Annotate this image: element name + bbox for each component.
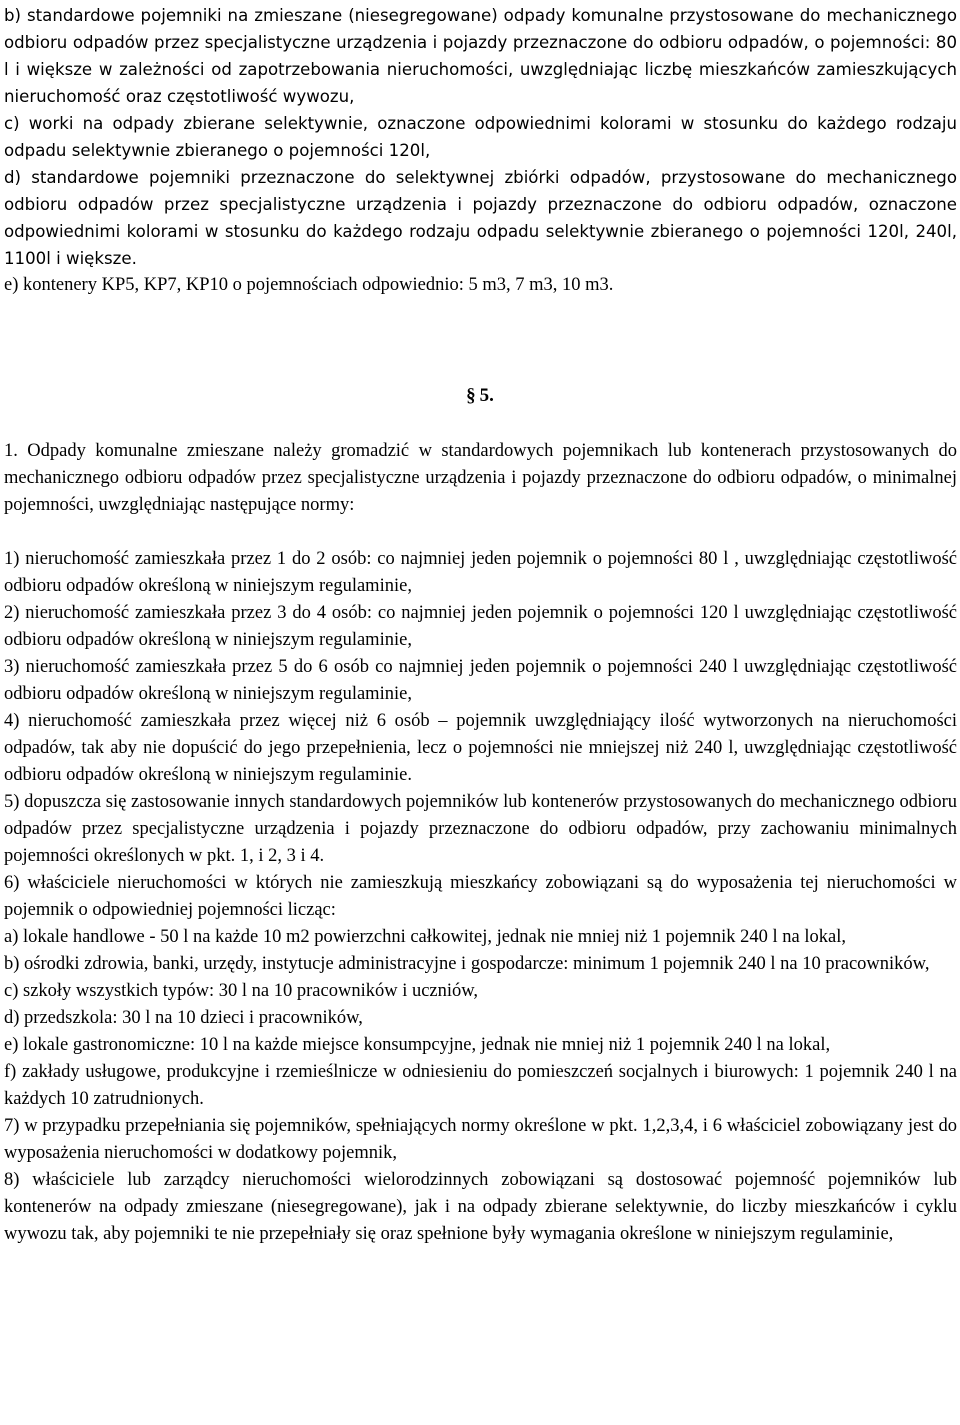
norm-item-5: 5) dopuszcza się zastosowanie innych standardowych pojemników lub kontenerów przystosowanych do mechanicznego odbioru odpadów przez specjalistyczne urządzenia i pojazdy przeznaczone do odbioru odpadów, przy zachowaniu minimalnych pojemności określonych w pkt. 1, i 2, 3 i 4. — [4, 792, 957, 866]
item-b: b) standardowe pojemniki na zmieszane (niesegregowane) odpady komunalne przystosowane do mechanicznego odbioru odpadów przez specjalistyczne urządzenia i pojazdy przeznaczone do odbioru odpadów, o pojemności: 80 l i większe w zależności od zapotrzebowania nieruchomości, uwzględniając liczbę mieszkańców zamieszkujących nieruchomość oraz częstotliwość wywozu, — [4, 6, 957, 106]
norm-item-8: 8) właściciele lub zarządcy nieruchomości wielorodzinnych zobowiązani są dostosować pojemność pojemników lub kontenerów na odpady zmieszane (niesegregowane), jak i na odpady zbierane selektywnie, do liczby mieszkańców i cyklu wywozu tak, aby pojemniki te nie przepełniały się oraz spełnione były wymagania określone w niniejszym regulaminie, — [4, 1170, 957, 1244]
item-c: c) worki na odpady zbierane selektywnie, oznaczone odpowiednimi kolorami w stosunku do każdego rodzaju odpadu selektywnie zbieranego o pojemności 120l, — [4, 114, 957, 160]
norm-item-6a: a) lokale handlowe - 50 l na każde 10 m2 powierzchni całkowitej, jednak nie mniej niż 1 pojemnik 240 l na lokal, — [4, 927, 847, 947]
norm-item-7: 7) w przypadku przepełniania się pojemników, spełniających normy określone w pkt. 1,2,3,4, i 6 właściciel zobowiązany jest do wyposażenia nieruchomości w dodatkowy pojemnik, — [4, 1116, 957, 1163]
item-e: e) kontenery KP5, KP7, KP10 o pojemnościach odpowiednio: 5 m3, 7 m3, 10 m3. — [4, 275, 614, 295]
norm-item-6c: c) szkoły wszystkich typów: 30 l na 10 pracowników i uczniów, — [4, 981, 479, 1001]
norm-item-6: 6) właściciele nieruchomości w których nie zamieszkują mieszkańcy zobowiązani są do wyposażenia tej nieruchomości w pojemnik o odpowiedniej pojemności licząc: — [4, 873, 957, 920]
section-number: 5. — [479, 385, 494, 406]
norm-item-3: 3) nieruchomość zamieszkała przez 5 do 6 osób co najmniej jeden pojemnik o pojemności 240 l uwzględniając częstotliwość odbioru odpadów określoną w niniejszym regulaminie, — [4, 657, 957, 704]
paragraph-1: 1. Odpady komunalne zmieszane należy gromadzić w standardowych pojemnikach lub kontenerach przystosowanych do mechanicznego odbioru odpadów przez specjalistyczne urządzenia i pojazdy przeznaczone do odbioru odpadów, o minimalnej pojemności, uwzględniając następujące normy: — [4, 441, 957, 515]
norm-item-6f: f) zakłady usługowe, produkcyjne i rzemieślnicze w odniesieniu do pomieszczeń socjalnych i biurowych: 1 pojemnik 240 l na każdych 10 zatrudnionych. — [4, 1062, 957, 1109]
section-symbol: § — [466, 385, 476, 406]
section-5-body — [4, 438, 957, 1248]
norm-item-6d: d) przedszkola: 30 l na 10 dzieci i pracowników, — [4, 1008, 363, 1028]
norm-item-6b: b) ośrodki zdrowia, banki, urzędy, instytucje administracyjne i gospodarcze: minimum 1 pojemnik 240 l na 10 pracowników, — [4, 954, 930, 974]
section-heading — [0, 385, 960, 407]
spacer — [4, 519, 957, 546]
item-d: d) standardowe pojemniki przeznaczone do selektywnej zbiórki odpadów, przystosowane do mechanicznego odbioru odpadów przez specjalistyczne urządzenia i pojazdy przeznaczone do odbioru odpadów, oznaczone odpowiednimi kolorami w stosunku do każdego rodzaju odpadu selektywnie zbieranego o pojemności 120l, 240l, 1100l i większe. — [4, 168, 957, 268]
norm-item-6e: e) lokale gastronomiczne: 10 l na każde miejsce konsumpcyjne, jednak nie mniej niż 1 pojemnik 240 l na lokal, — [4, 1035, 831, 1055]
norm-item-1: 1) nieruchomość zamieszkała przez 1 do 2 osób: co najmniej jeden pojemnik o pojemności 80 l , uwzględniając częstotliwość odbioru odpadów określoną w niniejszym regulaminie, — [4, 549, 957, 596]
norm-item-2: 2) nieruchomość zamieszkała przez 3 do 4 osób: co najmniej jeden pojemnik o pojemności 120 l uwzględniając częstotliwość odbioru odpadów określoną w niniejszym regulaminie, — [4, 603, 957, 650]
norm-item-4: 4) nieruchomość zamieszkała przez więcej niż 6 osób – pojemnik uwzględniający ilość wytworzonych na nieruchomości odpadów, tak aby nie dopuścić do jego przepełnienia, lecz o pojemności nie mniejszej niż 240 l, uwzględniając częstotliwość odbioru odpadów określoną w niniejszym regulaminie. — [4, 711, 957, 785]
container-types-list — [4, 2, 957, 299]
